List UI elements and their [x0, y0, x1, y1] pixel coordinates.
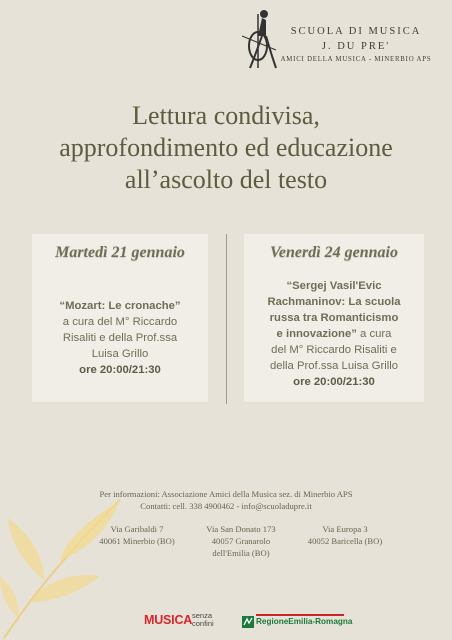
page-title	[20, 100, 432, 196]
event-date: Venerdì 24 gennaio	[269, 244, 398, 261]
address-line: Via Garibaldi 7	[110, 524, 164, 534]
event-title: Rachmaninov: La scuola	[267, 296, 401, 308]
regione-mark-icon	[242, 616, 254, 628]
school-subtitle: AMICI DELLA MUSICA - MINERBIO APS	[280, 56, 432, 63]
event-description	[248, 278, 420, 390]
contact-info	[20, 488, 432, 512]
logo-text: senza	[192, 611, 213, 620]
title-line: approfondimento ed educazione	[59, 133, 393, 162]
event-detail: della Prof.ssa Luisa Grillo	[269, 360, 399, 372]
info-line: Contatti: cell. 338 4900462 - info@scuoladupre.it	[140, 501, 312, 511]
event-detail: a cura del M° Riccardo	[62, 316, 178, 328]
logo-text: MUSICA	[144, 613, 193, 627]
event-date: Martedì 21 gennaio	[55, 244, 185, 261]
musica-senza-confini-logo	[144, 612, 226, 632]
event-card-2	[244, 234, 424, 402]
address-line: 40052 Baricella (BO)	[307, 536, 383, 546]
regione-emilia-romagna-logo	[242, 614, 353, 630]
event-detail: a cura	[356, 328, 392, 340]
school-name-line1: SCUOLA DI MUSICA	[290, 26, 422, 37]
event-time: ore 20:00/21:30	[293, 376, 375, 388]
event-title: e innovazione”	[276, 328, 357, 340]
event-title: “Mozart: Le cronache”	[59, 300, 181, 312]
info-line: Per informazioni: Associazione Amici della Musica sez. di Minerbio APS	[99, 489, 353, 499]
address-line: dell'Emilia (BO)	[212, 548, 270, 558]
event-detail: del M° Riccardo Risaliti e	[271, 344, 397, 356]
school-name-line2: J. DU PRE'	[321, 41, 391, 52]
address-line: 40057 Granarolo	[211, 536, 271, 546]
title-line: Lettura condivisa,	[132, 101, 320, 130]
title-line: all’ascolto del testo	[124, 165, 328, 194]
event-title-last-line	[248, 326, 420, 342]
address-baricella	[280, 523, 410, 547]
event-detail: Risaliti e della Prof.ssa	[62, 332, 178, 344]
event-title: “Sergej Vasil'Evic	[286, 280, 382, 292]
regione-bar	[256, 614, 344, 616]
address-line: 40061 Minerbio (BO)	[99, 536, 175, 546]
card-divider	[226, 234, 227, 404]
address-line: Via San Donato 173	[206, 524, 276, 534]
logo-text: confini	[192, 619, 214, 628]
logo-text: RegioneEmilia-Romagna	[256, 617, 353, 626]
event-title: russa tra Romanticismo	[269, 312, 399, 324]
event-description	[36, 298, 204, 378]
event-detail: Luisa Grillo	[91, 348, 149, 360]
address-line: Via Europa 3	[322, 524, 368, 534]
event-card-1	[32, 234, 208, 402]
event-time: ore 20:00/21:30	[79, 364, 161, 376]
